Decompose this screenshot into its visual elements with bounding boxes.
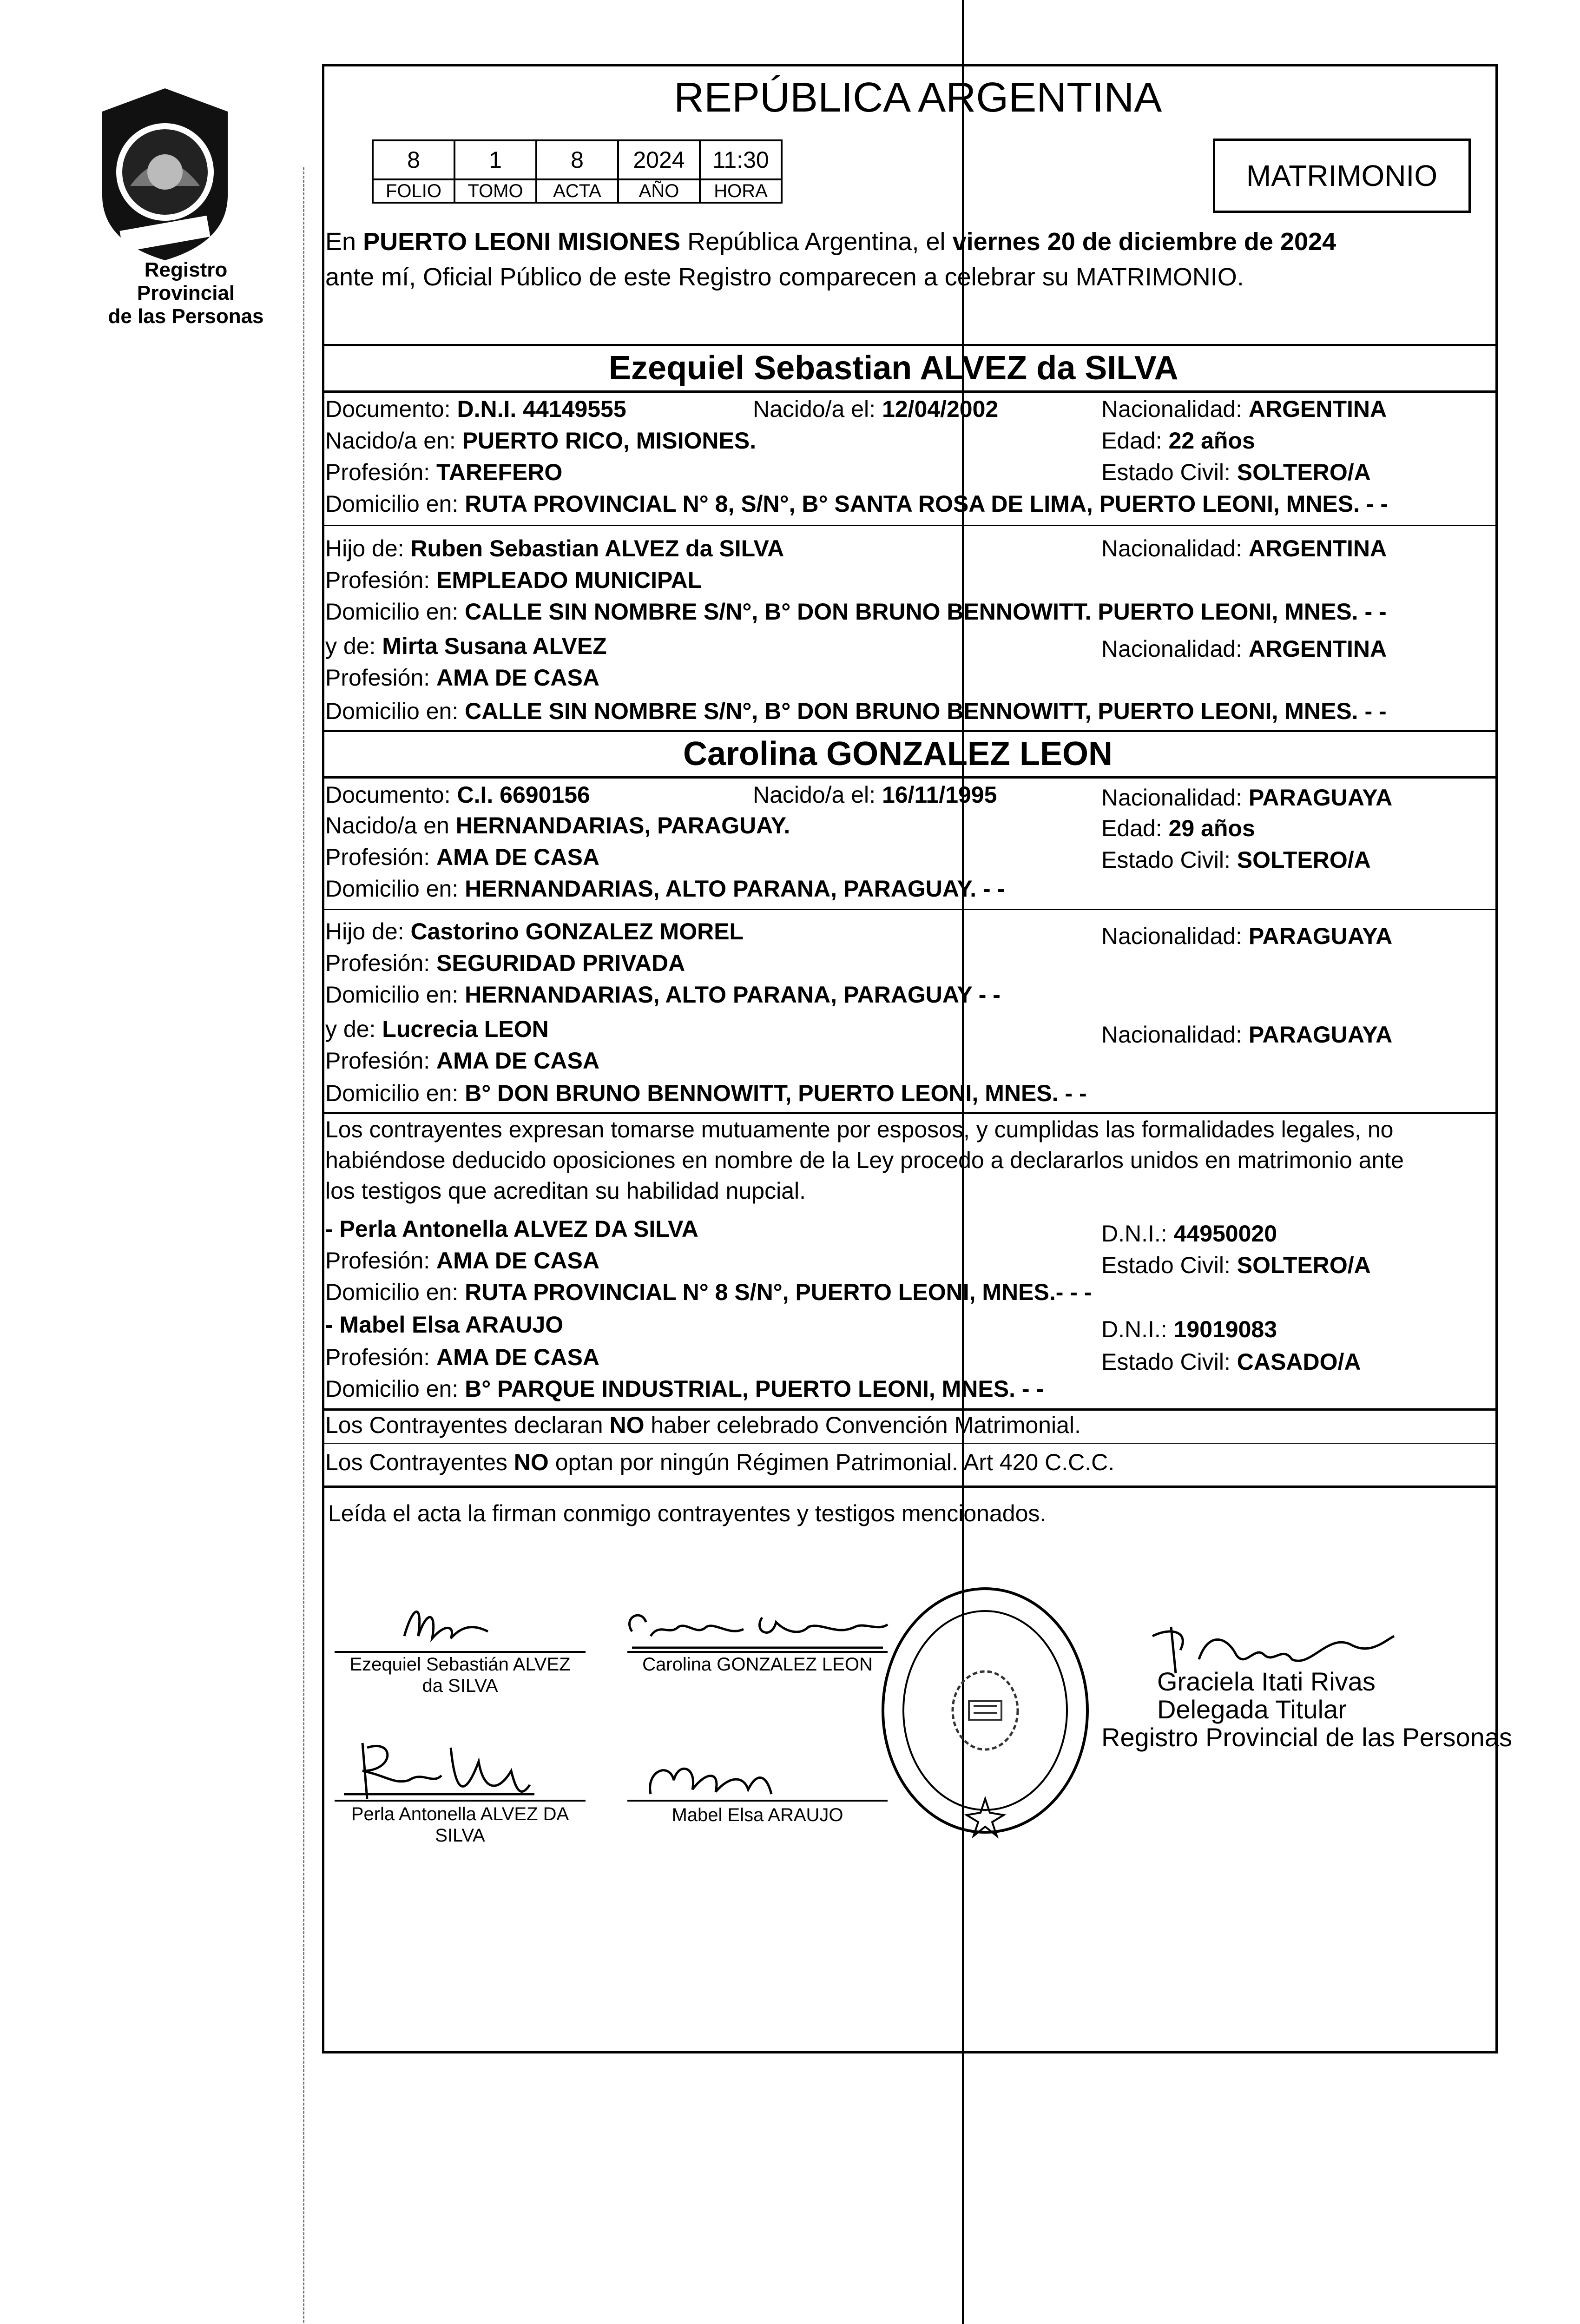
divider [322,776,1498,779]
c1-m-prof-text: AMA DE CASA [436,665,599,691]
signature-label-witness1 [335,1803,586,1846]
c2-civil-text: SOLTERO/A [1237,847,1371,873]
w2-dni-text: 19019083 [1173,1316,1277,1342]
conv-b-text: Los Contrayentes [325,1449,514,1475]
spouse1-father-nat [1101,535,1387,562]
c1-birth-text: 12/04/2002 [882,396,999,422]
c1-m-name-text: Mirta Susana ALVEZ [382,633,607,659]
c2-nat-label-text: Nacionalidad: [1101,785,1249,811]
spouse2-profession [325,843,599,871]
conv-a-text: Los Contrayentes declaran [325,1412,610,1438]
spouse2-age [1101,814,1255,842]
c1-age-label-text: Edad: [1101,428,1169,454]
intro-line2: ante mí, Oficial Público de este Registro comparecen a celebrar su MATRIMONIO. [325,263,1244,291]
c2-f-nat-text: PARAGUAYA [1248,923,1393,949]
c2-doc-text: C.I. 6690156 [457,782,590,808]
signature-line [627,1651,888,1653]
c1-f-nat-label-text: Nacionalidad: [1101,535,1249,561]
witness1-address [325,1278,1092,1306]
spouse2-doc [325,781,590,809]
spouse2-father-prof [325,949,685,977]
c1-place-text: PUERTO RICO, MISIONES. [462,428,757,454]
spouse2-mother-prof [325,1047,599,1075]
c1-f-dom-label-text: Domicilio en: [325,599,465,625]
signature-line [627,1800,888,1802]
c2-age-label-text: Edad: [1101,815,1169,841]
spouse2-father-address [325,981,1001,1009]
divider [322,909,1498,910]
c2-m-nat-label-text: Nacionalidad: [1101,1022,1249,1048]
w1-civil-text: SOLTERO/A [1237,1252,1371,1278]
c1-age-text: 22 años [1168,428,1255,454]
time-value: 11:30 [700,140,782,179]
c2-f-prof-text: SEGURIDAD PRIVADA [436,950,685,976]
logo-caption [93,258,279,328]
witness1-civil [1101,1251,1371,1279]
folio-table [372,139,783,204]
witness2-civil [1101,1348,1361,1376]
intro-l1-date-text: viernes 20 de diciembre de 2024 [952,228,1336,256]
province-seal-logo [93,84,237,265]
signature-label-witness2: Mabel Elsa ARAUJO [672,1805,843,1825]
tomo-label: TOMO [454,179,536,203]
c2-m-nat-text: PARAGUAYA [1248,1022,1393,1048]
witness1-name: - Perla Antonella ALVEZ DA SILVA [325,1216,698,1242]
signature-label-spouse1 [335,1654,586,1697]
c2-place-label-text: Nacido/a en [325,812,456,838]
spouse2-civil [1101,846,1371,874]
spouse2-nationality [1101,784,1392,812]
spouse1-birthplace [325,427,756,455]
signatures-s1-text: Ezequiel Sebastián ALVEZ [349,1654,571,1675]
c2-m-dom-text: B° DON BRUNO BENNOWITT, PUERTO LEONI, MNES. - - [465,1080,1087,1106]
act-type-box: MATRIMONIO [1213,139,1471,213]
spouse1-father [325,535,784,562]
margin-line [303,167,304,2324]
declaration-line1: Los contrayentes expresan tomarse mutuamente por esposos, y cumplidas las formalidades legales, no [325,1116,1394,1142]
divider [322,1486,1498,1488]
conv-b-b-text: NO [514,1449,549,1475]
witness2-profession [325,1343,599,1371]
spouse2-father [325,918,744,945]
spouse2-mother-nat [1101,1021,1392,1049]
folio-label: FOLIO [373,179,454,203]
conv-a-b-text: NO [609,1412,645,1438]
c1-civil-text: SOLTERO/A [1237,459,1371,485]
spouse1-mother-nat [1101,635,1387,663]
c1-f-prof-text: EMPLEADO MUNICIPAL [436,567,702,593]
closing-text: Leída el acta la firman conmigo contrayentes y testigos mencionados. [328,1500,1047,1526]
spouse2-mother-address [325,1079,1087,1107]
acta-value: 8 [536,140,618,179]
c1-f-nat-text: ARGENTINA [1248,535,1387,561]
spouse1-father-prof [325,566,702,594]
c1-m-dom-text: CALLE SIN NOMBRE S/N°, B° DON BRUNO BENNOWITT, PUERTO LEONI, MNES. - - [465,698,1387,724]
signature-spouse1 [400,1594,493,1652]
w2-prof-text: AMA DE CASA [436,1344,599,1370]
c1-prof-text: TAREFERO [436,459,563,485]
c1-birth-label-text: Nacido/a el: [753,396,882,422]
c2-f-dom-label-text: Domicilio en: [325,982,465,1008]
w2-civil-label-text: Estado Civil: [1101,1349,1237,1375]
w1-dni-label-text: D.N.I.: [1101,1221,1174,1247]
declaration-line2: habiéndose deducido oposiciones en nombre de la Ley procedo a declararlos unidos en matrimonio ante [325,1147,1404,1173]
tomo-value: 1 [454,140,536,179]
w1-prof-text: AMA DE CASA [436,1248,599,1274]
w1-civil-label-text: Estado Civil: [1101,1252,1237,1278]
w1-dom-text: RUTA PROVINCIAL N° 8 S/N°, PUERTO LEONI, MNES.- - - [465,1279,1092,1305]
spouse1-mother [325,632,607,660]
conv-b-c-text: optan por ningún Régimen Patrimonial. Art 420 C.C.C. [548,1449,1115,1475]
w2-prof-label-text: Profesión: [325,1344,437,1370]
c2-f-label-text: Hijo de: [325,918,411,944]
signature-spouse2 [623,1604,892,1657]
c2-f-dom-text: HERNANDARIAS, ALTO PARANA, PARAGUAY - - [465,982,1001,1008]
c1-f-dom-text: CALLE SIN NOMBRE S/N°, B° DON BRUNO BENNOWITT. PUERTO LEONI, MNES. - - [465,599,1387,625]
time-label: HORA [700,179,782,203]
intro-l1-place-text: PUERTO LEONI MISIONES [363,228,681,256]
declaration-line3: los testigos que acreditan su habilidad nupcial. [325,1178,806,1204]
c2-m-prof-label-text: Profesión: [325,1048,437,1074]
c2-prof-text: AMA DE CASA [436,844,599,870]
spouse1-civil [1101,458,1371,486]
c1-f-name-text: Ruben Sebastian ALVEZ da SILVA [410,535,784,561]
spouse1-doc [325,395,626,423]
c1-f-prof-label-text: Profesión: [325,567,437,593]
signature-witness2 [641,1752,781,1806]
c2-prof-label-text: Profesión: [325,844,437,870]
w1-prof-label-text: Profesión: [325,1248,437,1274]
witness2-name: - Mabel Elsa ARAUJO [325,1312,564,1338]
c2-doc-label-text: Documento: [325,782,457,808]
logo-caption-line2: de las Personas [108,305,264,328]
official-stamp [874,1580,1097,1843]
acta-label: ACTA [536,179,618,203]
spouse2-father-nat [1101,922,1392,950]
spouse1-mother-address [325,697,1387,725]
signature-witness1 [344,1729,539,1810]
intro-l1-a-text: En [325,228,363,256]
c2-f-name-text: Castorino GONZALEZ MOREL [410,918,744,944]
c1-prof-label-text: Profesión: [325,459,437,485]
divider [322,1443,1498,1444]
spouse1-birth [753,395,998,423]
folio-value: 8 [373,140,454,179]
c1-dom-text: RUTA PROVINCIAL N° 8, S/N°, B° SANTA ROSA DE LIMA, PUERTO LEONI, MNES. - - [465,491,1389,517]
divider [322,344,1498,346]
official-name: Graciela Itati Rivas [1157,1667,1376,1696]
spouse1-address [325,490,1388,518]
c2-birth-label-text: Nacido/a el: [753,782,882,808]
c1-f-label-text: Hijo de: [325,535,411,561]
w2-dom-text: B° PARQUE INDUSTRIAL, PUERTO LEONI, MNES. - - [465,1376,1044,1402]
witness2-dni [1101,1315,1277,1343]
signature-line [335,1800,586,1802]
intro-l1-b-text: República Argentina, el [680,228,953,256]
spouse2-mother [325,1015,549,1043]
spouse1-nationality [1101,395,1387,423]
w1-dni-text: 44950020 [1173,1221,1277,1247]
intro-line1 [325,228,1336,256]
c1-m-prof-label-text: Profesión: [325,665,437,691]
w1-dom-label-text: Domicilio en: [325,1279,465,1305]
c1-m-nat-label-text: Nacionalidad: [1101,636,1249,662]
c1-doc-text: D.N.I. 44149555 [457,396,626,422]
signatures-s3-text: Perla Antonella ALVEZ DA [351,1804,569,1824]
c1-m-label-text: y de: [325,633,382,659]
c2-birth-text: 16/11/1995 [882,782,997,808]
divider [322,730,1498,732]
c2-m-dom-label-text: Domicilio en: [325,1080,465,1106]
c2-m-prof-text: AMA DE CASA [436,1048,599,1074]
spouse1-profession [325,458,562,486]
c1-nat-text: ARGENTINA [1248,396,1387,422]
w2-dom-label-text: Domicilio en: [325,1376,465,1402]
spouse1-age [1101,427,1255,455]
official-title: Delegada Titular [1157,1695,1347,1724]
spouse1-mother-prof [325,664,599,692]
c2-f-nat-label-text: Nacionalidad: [1101,923,1249,949]
witness1-profession [325,1247,599,1274]
signature-line [335,1651,586,1653]
spouse1-father-address [325,598,1387,626]
c1-doc-label-text: Documento: [325,396,457,422]
divider [322,1112,1498,1114]
signatures-s3b-text: SILVA [435,1825,485,1846]
year-value: 2024 [618,140,700,179]
witness1-dni [1101,1220,1277,1248]
regime-line [325,1448,1114,1476]
signatures-s1b-text: da SILVA [422,1676,498,1696]
c1-m-dom-label-text: Domicilio en: [325,698,465,724]
c2-m-label-text: y de: [325,1016,382,1042]
c2-m-name-text: Lucrecia LEON [382,1016,549,1042]
spouse2-birth [753,781,997,809]
c2-place-text: HERNANDARIAS, PARAGUAY. [455,812,790,838]
c2-dom-label-text: Domicilio en: [325,876,465,902]
w2-dni-label-text: D.N.I.: [1101,1316,1174,1342]
c2-civil-label-text: Estado Civil: [1101,847,1237,873]
spouse2-name: Carolina GONZALEZ LEON [683,735,1113,772]
divider [322,1408,1498,1411]
official-office: Registro Provincial de las Personas [1101,1723,1512,1752]
conv-a-c-text: haber celebrado Convención Matrimonial. [644,1412,1081,1438]
c1-civil-label-text: Estado Civil: [1101,459,1237,485]
c1-place-label-text: Nacido/a en: [325,428,462,454]
divider [322,525,1498,526]
witness2-address [325,1375,1044,1403]
divider [322,390,1498,393]
spouse2-birthplace [325,812,790,839]
page-title: REPÚBLICA ARGENTINA [674,74,1162,121]
c1-dom-label-text: Domicilio en: [325,491,465,517]
convention-line [325,1411,1081,1439]
year-label: AÑO [618,179,700,203]
c2-age-text: 29 años [1168,815,1255,841]
signature-label-spouse2: Carolina GONZALEZ LEON [642,1654,873,1675]
spouse2-address [325,875,1005,903]
c1-m-nat-text: ARGENTINA [1248,636,1387,662]
logo-caption-line1: Registro Provincial [137,258,235,304]
c2-dom-text: HERNANDARIAS, ALTO PARANA, PARAGUAY. - - [465,876,1005,902]
spouse1-name: Ezequiel Sebastian ALVEZ da SILVA [609,350,1178,387]
c2-f-prof-label-text: Profesión: [325,950,437,976]
w2-civil-text: CASADO/A [1237,1349,1361,1375]
c1-nat-label-text: Nacionalidad: [1101,396,1249,422]
c2-nat-text: PARAGUAYA [1248,785,1393,811]
